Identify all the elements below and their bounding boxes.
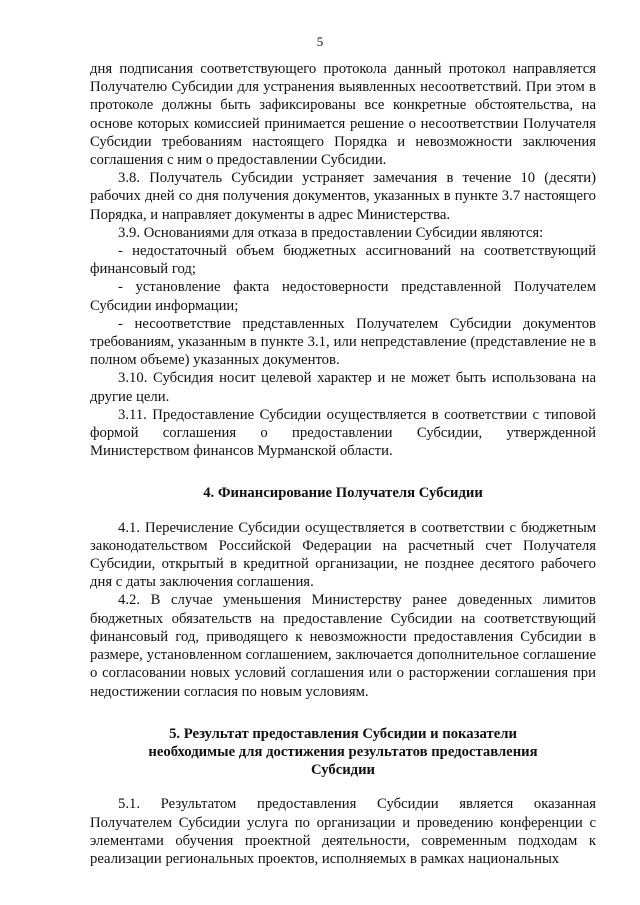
section-4-heading: 4. Финансирование Получателя Субсидии bbox=[203, 485, 483, 502]
page-number: 5 bbox=[316, 34, 324, 49]
section-5-heading-line-2: необходимые для достижения результатов предоставления bbox=[148, 743, 538, 760]
paragraph-3-10: 3.10. Субсидия носит целевой характер и не может быть использована на другие цели. bbox=[90, 370, 596, 405]
list-item-document-mismatch: - несоответствие представленных Получателем Субсидии документов требованиям, указанным в пункте 3.1, или непредставление (представление не в полном объеме) указанных документов. bbox=[90, 315, 596, 369]
paragraph-4-1: 4.1. Перечисление Субсидии осуществляется в соответствии с бюджетным законодательством Российской Федерации на расчетный счет Получателя Субсидии, открытый в кредитной организации, не позднее десятого рабочего дня с даты заключения соглашения. bbox=[90, 519, 596, 591]
list-item-false-information: - установление факта недостоверности представленной Получателем Субсидии информации; bbox=[90, 279, 596, 314]
paragraph-protocol-continuation: дня подписания соответствующего протокола данный протокол направляется Получателю Субсидии для устранения выявленных несоответствий. При этом в протоколе должны быть зафиксированы все конкретные обстоятельства, на основе которых комиссией принимается решение о несоответствии Получателя Субсидии требованиям настоящего Порядка и невозможности заключения соглашения с ним о предоставлении Субсидии. bbox=[90, 61, 596, 169]
paragraph-3-8: 3.8. Получатель Субсидии устраняет замечания в течение 10 (десяти) рабочих дней со дня получения документов, указанных в пункте 3.7 настоящего Порядка, и направляет документы в адрес Министерства. bbox=[90, 170, 596, 223]
section-5-heading bbox=[90, 725, 596, 780]
section-5-heading-line-1: 5. Результат предоставления Субсидии и показатели bbox=[169, 725, 517, 742]
document-body bbox=[90, 60, 596, 868]
section-5-heading-line-3: Субсидии bbox=[310, 762, 376, 779]
list-item-insufficient-budget: - недостаточный объем бюджетных ассигнований на соответствующий финансовый год; bbox=[90, 243, 596, 278]
paragraph-3-11: 3.11. Предоставление Субсидии осуществляется в соответствии с типовой формой соглашения о предоставлении Субсидии, утвержденной Министерством финансов Мурманской области. bbox=[90, 406, 596, 460]
paragraph-3-9: 3.9. Основаниями для отказа в предоставлении Субсидии являются: bbox=[118, 224, 544, 241]
paragraph-5-1: 5.1. Результатом предоставления Субсидии является оказанная Получателем Субсидии услуга по организации и проведению конференции с элементами обучения проектной деятельности, современным подходам к реализации региональных проектов, исполняемых в рамках национальных bbox=[90, 796, 596, 867]
paragraph-4-2: 4.2. В случае уменьшения Министерству ранее доведенных лимитов бюджетных обязательств на предоставление Субсидии на соответствующий финансовый год, приводящего к невозможности предоставления Субсидии в размере, установленном соглашением, заключается дополнительное соглашение о согласовании новых условий соглашения или о расторжении соглашения при недостижении согласия по новым условиям. bbox=[90, 592, 596, 700]
